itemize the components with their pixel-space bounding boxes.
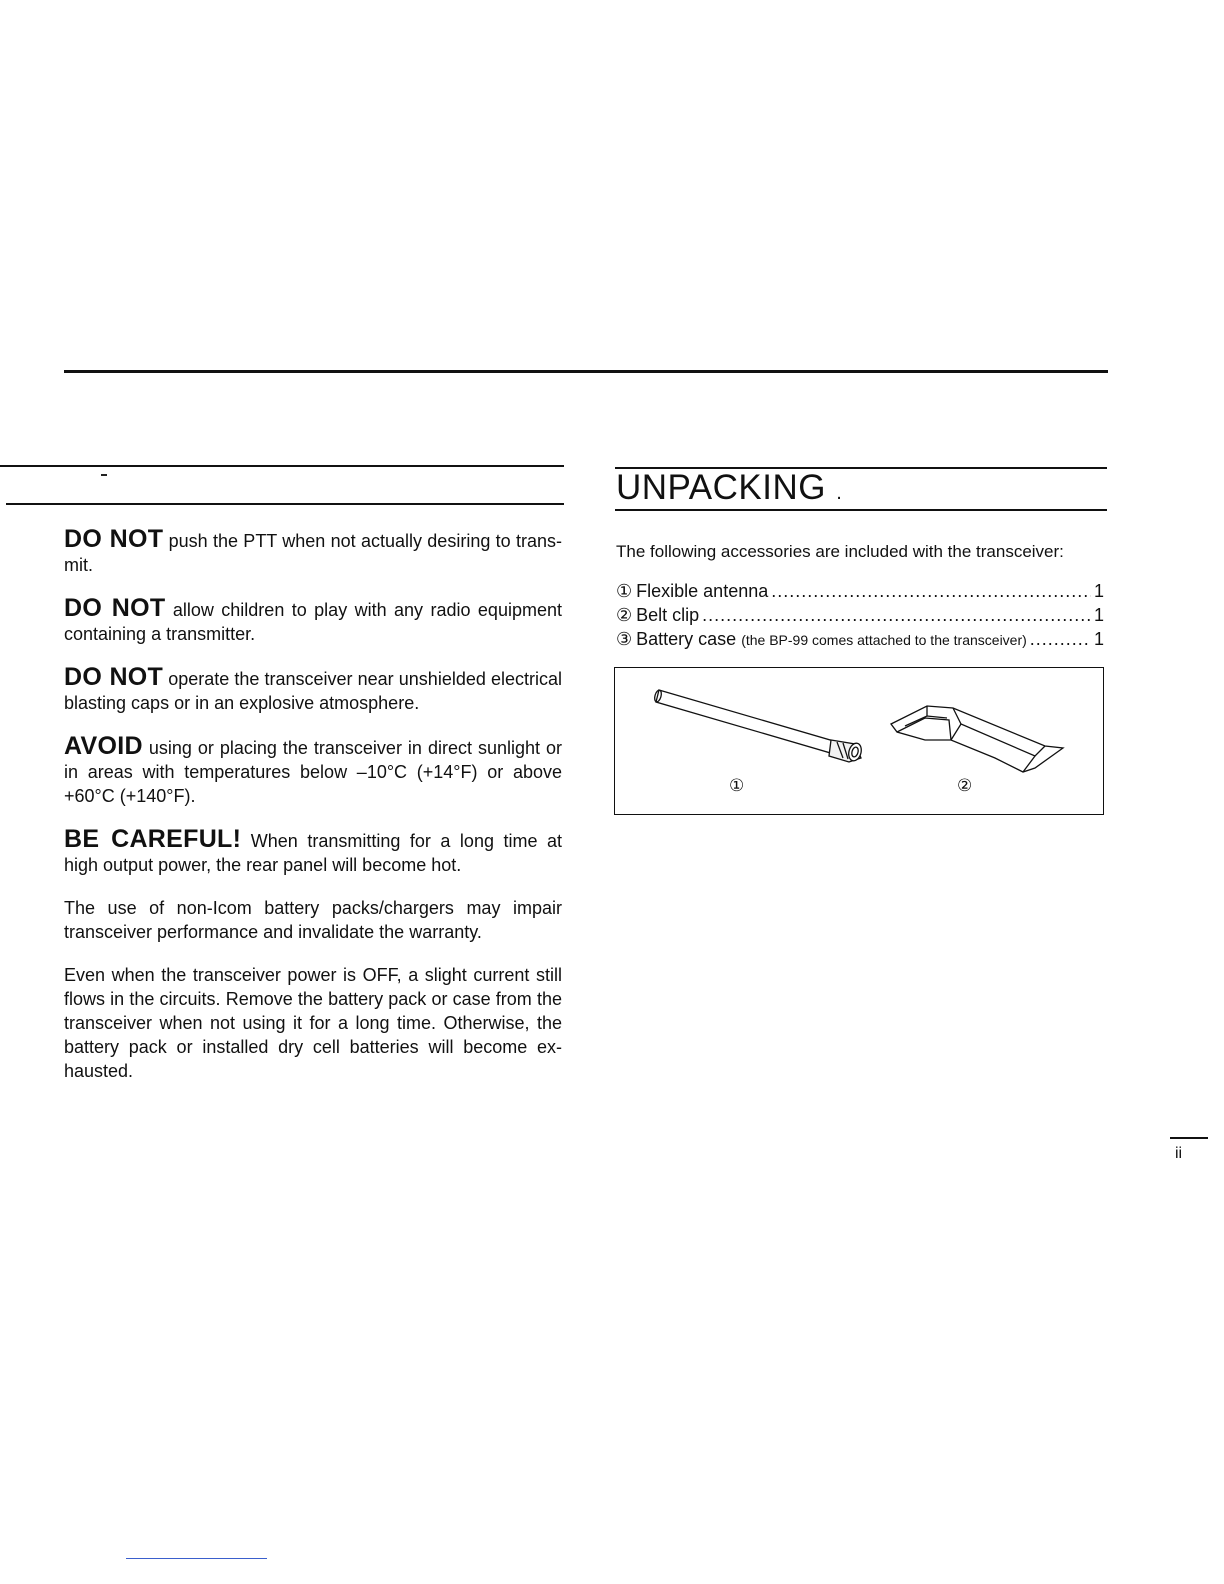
item-quantity: 1	[1093, 605, 1104, 625]
section-title-text: UNPACKING	[616, 468, 826, 507]
item-note: (the BP-99 comes attached to the transceiver)	[741, 632, 1027, 648]
precaution-keyword: AVOID	[64, 732, 143, 760]
section-title	[616, 468, 842, 513]
precaution-text: using or placing the transceiver in direct sunlight or in areas with temperatures below –10°C (+14°F) or above +60°C (+140°F).	[64, 738, 562, 806]
precaution-text: allow children to play with any radio equipment containing a transmitter.	[64, 600, 562, 644]
precautions-column	[64, 527, 562, 1102]
item-number: ②	[616, 605, 633, 625]
item-quantity: 1	[1093, 629, 1104, 649]
precaution-1	[64, 527, 562, 577]
precaution-2	[64, 596, 562, 646]
precaution-7	[64, 963, 562, 1083]
bottom-rule	[126, 1558, 267, 1559]
precaution-4	[64, 734, 562, 808]
item-number: ③	[616, 629, 633, 649]
page-number-rule	[1170, 1137, 1208, 1139]
precaution-text: push the PTT when not actually desiring to trans-mit.	[64, 531, 562, 575]
unpacking-intro: The following accessories are included with the transceiver:	[616, 542, 1064, 561]
accessory-item	[616, 627, 1104, 652]
precaution-keyword: DO NOT	[64, 525, 164, 553]
precaution-text: When transmitting for a long time at high output power, the rear panel will become hot.	[64, 831, 563, 875]
precaution-keyword: DO NOT	[64, 663, 164, 691]
accessory-list	[616, 579, 1104, 652]
left-section-rule-bottom	[6, 503, 564, 505]
antenna-icon	[653, 689, 863, 762]
figure-label-antenna: ①	[729, 776, 745, 795]
header-rule	[64, 370, 1108, 373]
item-label: Flexible antenna	[636, 581, 769, 601]
accessory-item	[616, 579, 1104, 603]
precaution-keyword: BE CAREFUL!	[64, 825, 242, 853]
precaution-3	[64, 665, 562, 715]
precaution-6	[64, 896, 562, 944]
item-label: Belt clip	[636, 605, 700, 625]
precaution-text: The use of non-Icom battery packs/chargers may impair transceiver performance and invalidate the warranty.	[64, 898, 562, 942]
leader-dots	[702, 603, 1091, 627]
unpacking-column	[616, 540, 1104, 652]
leader-dots	[771, 579, 1091, 603]
precaution-text: operate the transceiver near unshielded electrical blasting caps or in an explosive atmosphere.	[64, 669, 562, 713]
item-quantity: 1	[1093, 581, 1104, 601]
left-section-mark	[101, 474, 107, 476]
accessory-item	[616, 603, 1104, 627]
precaution-5	[64, 827, 562, 877]
precaution-keyword: DO NOT	[64, 594, 166, 622]
belt-clip-icon	[891, 706, 1063, 772]
left-section-rule-top	[0, 465, 564, 467]
page-number: ii	[1175, 1145, 1183, 1162]
leader-dots	[1030, 627, 1091, 651]
item-number: ①	[616, 581, 633, 601]
item-label: Battery case	[636, 629, 737, 649]
precaution-text: Even when the transceiver power is OFF, a slight current still flows in the circuits. Remove the battery pack or case from the transceiver when not using it for a long time. Otherwise, the battery pack or installed dry cell batteries will become ex-hausted.	[64, 965, 562, 1081]
figure-label-belt-clip: ②	[957, 776, 973, 795]
section-title-trail: .	[836, 482, 843, 504]
accessories-illustration	[615, 668, 1103, 814]
accessories-figure	[614, 667, 1104, 815]
